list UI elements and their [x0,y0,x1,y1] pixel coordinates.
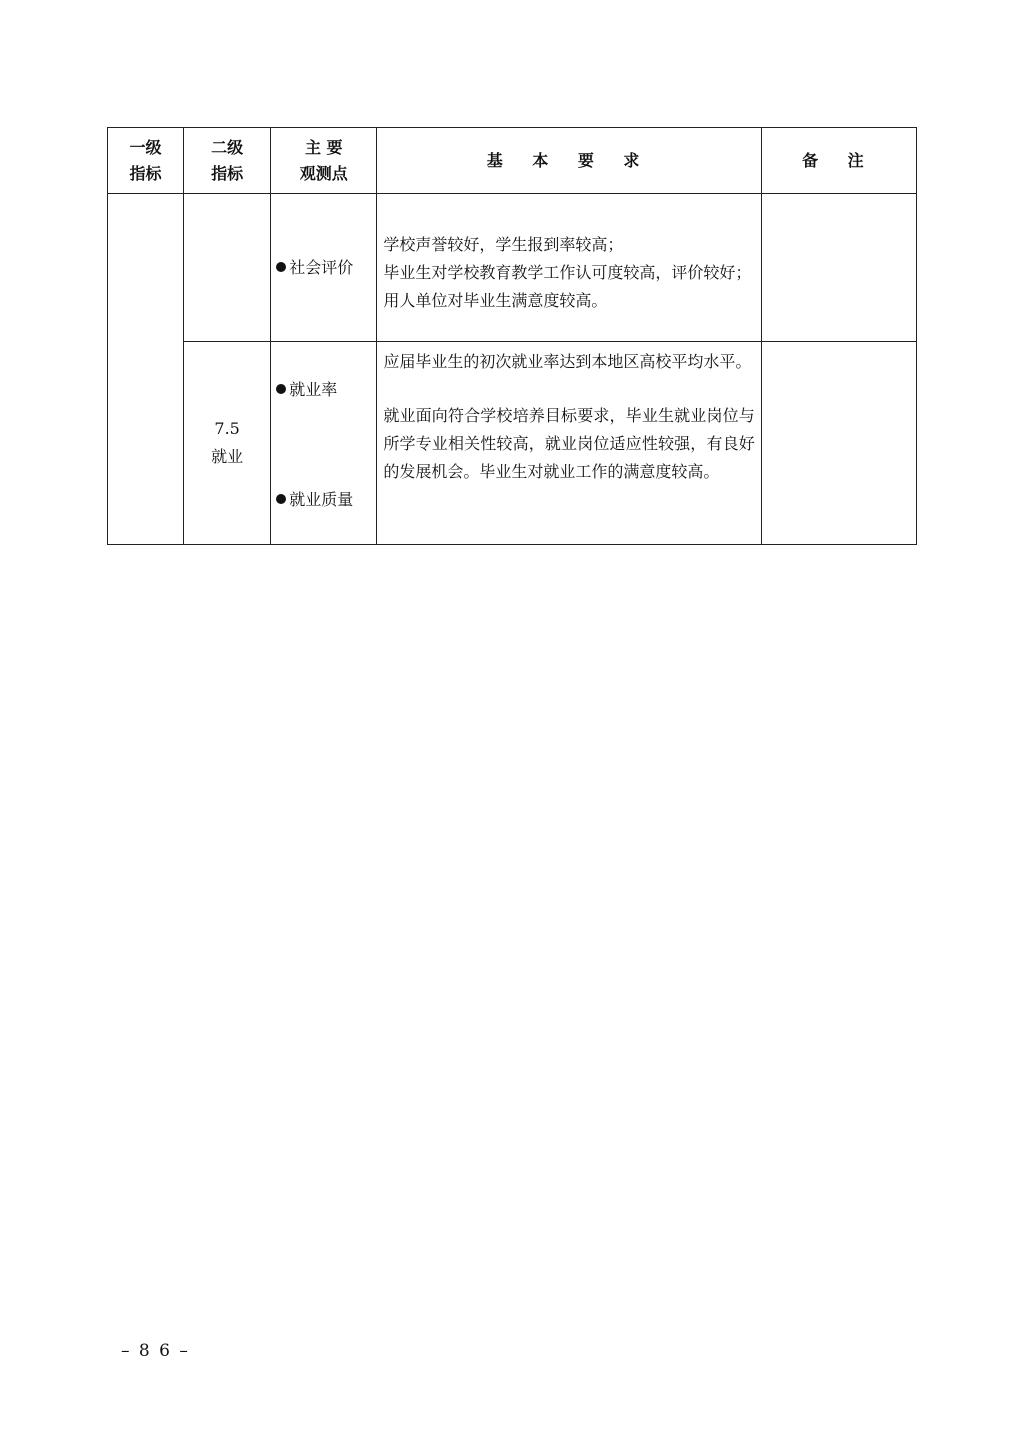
requirements-cell [377,194,761,342]
header-second-level-line2: 指标 [211,163,244,183]
observation-cell [271,342,377,545]
observation-employment-quality: 就业质量 [289,490,354,509]
requirement-line: 用人单位对毕业生满意度较高。 [383,290,608,310]
remarks-cell [761,342,916,545]
observation-employment-quality-row [276,486,353,514]
header-second-level [184,128,271,194]
header-first-level [108,128,184,194]
table-row [108,194,917,342]
requirement-paragraph: 应届毕业生的初次就业率达到本地区高校平均水平。 [383,352,752,371]
requirement-line: 学校声誉较好，学生报到率较高； [383,234,624,254]
observation-cell [271,194,377,342]
bullet-icon [276,494,286,504]
second-level-title: 就业 [211,447,244,466]
evaluation-table [107,127,917,545]
observation-employment-rate: 就业率 [289,380,338,399]
bullet-icon [276,384,286,394]
header-observation-line1: 主 要 [304,137,343,157]
header-remarks: 备 注 [761,128,916,194]
table-header-row [108,128,917,194]
second-level-number: 7.5 [214,419,240,438]
paragraph-gap [383,376,754,402]
requirements-cell [377,342,761,545]
header-first-level-line1: 一级 [129,137,162,157]
table-row [108,342,917,545]
header-requirements: 基 本 要 求 [377,128,761,194]
bullet-icon [276,262,286,272]
requirement-line: 毕业生对学校教育教学工作认可度较高，评价较好； [383,262,752,282]
second-level-cell [184,342,271,545]
header-second-level-line1: 二级 [211,137,244,157]
first-level-cell [108,194,184,545]
header-first-level-line2: 指标 [129,163,162,183]
observation-social-evaluation: 社会评价 [289,257,354,277]
observation-employment-rate-row [276,376,337,404]
header-observation-line2: 观测点 [299,163,348,183]
header-observation-points [271,128,377,194]
requirement-paragraph: 就业面向符合学校培养目标要求，毕业生就业岗位与所学专业相关性较高，就业岗位适应性较强，有良好的发展机会。毕业生对就业工作的满意度较高。 [383,406,755,481]
second-level-cell [184,194,271,342]
remarks-cell [761,194,916,342]
page-number: – 8 6 – [121,1341,190,1361]
